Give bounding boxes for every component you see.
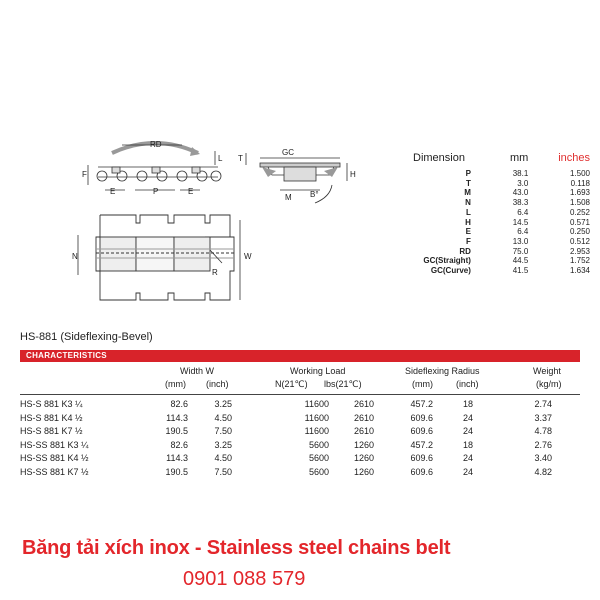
value-cell: 24 bbox=[462, 412, 473, 423]
spec-header-row-2 bbox=[20, 379, 580, 391]
dimension-mm-cell: 38.1 bbox=[512, 169, 529, 178]
dimension-row bbox=[405, 237, 590, 247]
dimension-mm-cell: 3.0 bbox=[517, 178, 529, 188]
dimension-sym-cell: E bbox=[465, 227, 471, 237]
value-cell: 609.6 bbox=[410, 466, 433, 477]
label-rd: RD bbox=[150, 140, 162, 149]
dimension-row bbox=[405, 266, 590, 276]
chain-drawing-svg bbox=[60, 125, 400, 325]
dimension-mm-cell: 41.5 bbox=[512, 266, 529, 276]
dimension-row bbox=[405, 208, 590, 218]
newton-unit: N(21℃) bbox=[275, 379, 308, 389]
mm-header: mm bbox=[509, 152, 529, 164]
dimension-table bbox=[405, 149, 590, 276]
dimension-row bbox=[405, 218, 590, 228]
label-n: N bbox=[72, 252, 78, 261]
value-cell: 1260 bbox=[353, 466, 374, 477]
dimension-mm-cell: 75.0 bbox=[512, 246, 529, 256]
value-cell: 2610 bbox=[353, 399, 374, 409]
dimension-sym-cell: RD bbox=[459, 246, 471, 256]
label-m: M bbox=[285, 193, 292, 202]
dimension-header: Dimension bbox=[413, 152, 465, 164]
value-cell: 3.37 bbox=[534, 412, 552, 423]
dimension-inch-cell: 1.693 bbox=[569, 188, 590, 198]
chain-technical-drawing bbox=[60, 125, 400, 325]
value-cell: 114.3 bbox=[166, 412, 188, 423]
value-cell: 457.2 bbox=[410, 399, 433, 409]
label-l: L bbox=[218, 154, 223, 163]
dimension-row bbox=[405, 227, 590, 237]
characteristics-bar: CHARACTERISTICS bbox=[20, 350, 580, 362]
spec-row bbox=[20, 466, 580, 480]
dimension-inch-cell: 0.118 bbox=[570, 178, 590, 188]
dimension-mm-cell: 43.0 bbox=[512, 188, 529, 198]
dimension-sym-cell: M bbox=[464, 188, 471, 198]
value-cell: 4.50 bbox=[214, 412, 232, 423]
value-cell: 7.50 bbox=[214, 426, 232, 436]
dimension-sym-cell: P bbox=[465, 169, 471, 178]
value-cell: 2610 bbox=[353, 412, 374, 423]
width-header: Width W bbox=[180, 366, 215, 376]
value-cell: 5600 bbox=[308, 439, 329, 450]
value-cell: 24 bbox=[462, 453, 473, 463]
value-cell: 24 bbox=[462, 426, 473, 436]
dimension-mm-cell: 14.5 bbox=[512, 217, 529, 227]
spec-header-row-1 bbox=[20, 366, 580, 378]
dimension-rows bbox=[405, 169, 590, 276]
spec-rows bbox=[20, 398, 580, 479]
dimension-inch-cell: 1.752 bbox=[569, 256, 590, 266]
model-cell: HS-S 881 K3 ¼ bbox=[20, 399, 83, 409]
dimension-row bbox=[405, 198, 590, 208]
label-p-bottom: P bbox=[153, 187, 159, 196]
dimension-inch-cell: 0.252 bbox=[569, 207, 590, 217]
weight-header: Weight bbox=[533, 366, 561, 376]
dimension-row bbox=[405, 188, 590, 198]
dimension-mm-cell: 6.4 bbox=[517, 227, 529, 237]
spec-row bbox=[20, 425, 580, 439]
value-cell: 1260 bbox=[353, 453, 374, 463]
label-b: B° bbox=[310, 190, 319, 199]
dimension-row bbox=[405, 179, 590, 189]
dimension-sym-cell: GC(Curve) bbox=[430, 266, 471, 276]
dimension-inch-cell: 0.571 bbox=[569, 217, 590, 227]
value-cell: 5600 bbox=[308, 466, 329, 477]
dimension-inch-cell: 2.953 bbox=[569, 246, 590, 256]
lbs-unit: lbs(21℃) bbox=[324, 379, 362, 389]
value-cell: 11600 bbox=[304, 412, 329, 423]
value-cell: 82.6 bbox=[170, 399, 188, 409]
dimension-mm-cell: 44.5 bbox=[512, 256, 529, 266]
value-cell: 3.40 bbox=[534, 453, 552, 463]
dimension-inch-cell: 1.508 bbox=[569, 198, 590, 208]
footer-phone: 0901 088 579 bbox=[183, 568, 306, 590]
dimension-sym-cell: T bbox=[466, 178, 471, 188]
value-cell: 2.74 bbox=[534, 399, 552, 409]
model-cell: HS-SS 881 K3 ¼ bbox=[20, 439, 89, 450]
value-cell: 1260 bbox=[353, 439, 374, 450]
dimension-sym-cell: L bbox=[466, 207, 471, 217]
value-cell: 4.82 bbox=[534, 466, 552, 477]
value-cell: 24 bbox=[462, 466, 473, 477]
dimension-inch-cell: 0.250 bbox=[569, 227, 590, 237]
model-cell: HS-SS 881 K4 ½ bbox=[20, 453, 89, 463]
spec-row bbox=[20, 439, 580, 453]
value-cell: 2610 bbox=[353, 426, 374, 436]
value-cell: 2.76 bbox=[534, 439, 552, 450]
value-cell: 609.6 bbox=[410, 412, 433, 423]
value-cell: 190.5 bbox=[165, 466, 188, 477]
label-e1: E bbox=[110, 187, 116, 196]
dimension-mm-cell: 6.4 bbox=[517, 207, 529, 217]
value-cell: 4.50 bbox=[214, 453, 232, 463]
label-t: T bbox=[238, 154, 243, 163]
working-load-header: Working Load bbox=[290, 366, 346, 376]
dimension-sym-cell: N bbox=[465, 198, 471, 208]
dimension-mm-cell: 38.3 bbox=[512, 198, 529, 208]
value-cell: 190.5 bbox=[165, 426, 188, 436]
dimension-inch-cell: 1.634 bbox=[569, 266, 590, 276]
label-h: H bbox=[350, 170, 356, 179]
value-cell: 609.6 bbox=[410, 453, 433, 463]
spec-row bbox=[20, 412, 580, 426]
value-cell: 3.25 bbox=[214, 399, 232, 409]
value-cell: 4.78 bbox=[534, 426, 552, 436]
dimension-sym-cell: F bbox=[466, 236, 471, 246]
spec-row bbox=[20, 398, 580, 412]
kgm-unit: (kg/m) bbox=[536, 379, 562, 389]
label-f: F bbox=[82, 170, 87, 179]
inches-header: inches bbox=[558, 152, 590, 164]
label-r: R bbox=[212, 268, 218, 277]
inch-unit-1: (inch) bbox=[206, 379, 229, 389]
dimension-inch-cell: 1.500 bbox=[569, 169, 590, 178]
dimension-row bbox=[405, 169, 590, 179]
value-cell: 18 bbox=[462, 439, 473, 450]
label-e2: E bbox=[188, 187, 194, 196]
dimension-row bbox=[405, 256, 590, 266]
inch-unit-2: (inch) bbox=[456, 379, 479, 389]
model-cell: HS-S 881 K7 ½ bbox=[20, 426, 83, 436]
label-w: W bbox=[244, 252, 252, 261]
dimension-mm-cell: 13.0 bbox=[512, 236, 529, 246]
value-cell: 11600 bbox=[304, 399, 329, 409]
model-title: HS-881 (Sideflexing-Bevel) bbox=[20, 331, 153, 343]
dimension-sym-cell: GC(Straight) bbox=[423, 256, 471, 266]
value-cell: 82.6 bbox=[170, 439, 188, 450]
mm-unit-1: (mm) bbox=[165, 379, 186, 389]
value-cell: 11600 bbox=[304, 426, 329, 436]
model-cell: HS-S 881 K4 ½ bbox=[20, 412, 83, 423]
footer-title: Băng tải xích inox - Stainless steel chains belt bbox=[22, 537, 451, 559]
value-cell: 18 bbox=[462, 399, 473, 409]
value-cell: 7.50 bbox=[214, 466, 232, 477]
value-cell: 114.3 bbox=[166, 453, 188, 463]
header-divider bbox=[20, 394, 580, 395]
value-cell: 5600 bbox=[308, 453, 329, 463]
dimension-inch-cell: 0.512 bbox=[569, 236, 590, 246]
value-cell: 609.6 bbox=[410, 426, 433, 436]
label-gc: GC bbox=[282, 148, 294, 157]
value-cell: 3.25 bbox=[214, 439, 232, 450]
spec-row bbox=[20, 452, 580, 466]
value-cell: 457.2 bbox=[410, 439, 433, 450]
dimension-row bbox=[405, 247, 590, 257]
sideflexing-radius-header: Sideflexing Radius bbox=[405, 366, 480, 376]
mm-unit-2: (mm) bbox=[412, 379, 433, 389]
model-cell: HS-SS 881 K7 ½ bbox=[20, 466, 89, 477]
dimension-sym-cell: H bbox=[465, 217, 471, 227]
